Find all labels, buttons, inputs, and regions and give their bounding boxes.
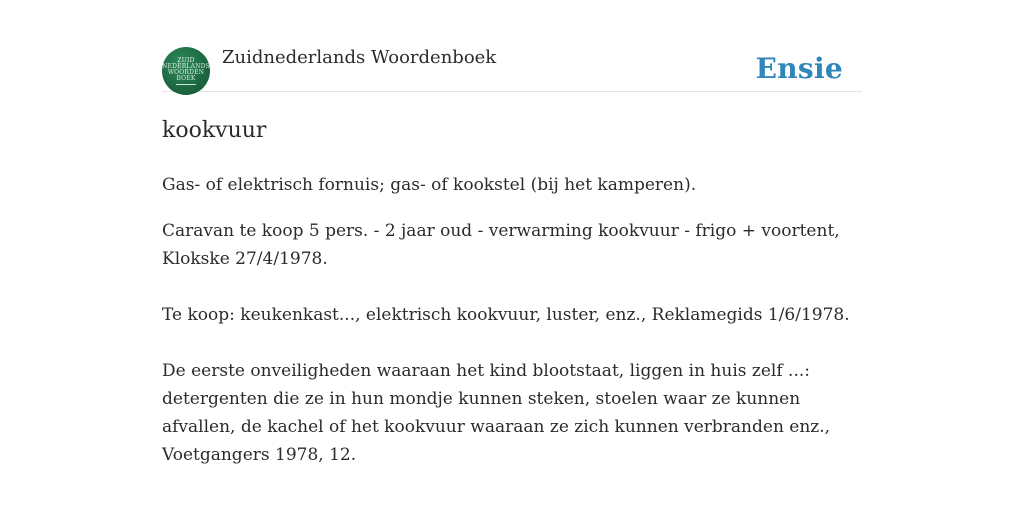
- example-quote: Caravan te koop 5 pers. - 2 jaar oud - verwarming kookvuur - frigo + voortent, Klokske 27/4/1978.: [162, 221, 840, 269]
- definition: Gas- of elektrisch fornuis; gas- of kookstel (bij het kamperen).: [162, 175, 697, 195]
- headword: kookvuur: [162, 118, 267, 143]
- logo-line: ZUID: [177, 56, 195, 64]
- example-quote: De eerste onveiligheden waaraan het kind blootstaat, liggen in huis zelf ...: detergenten die ze in hun mondje kunnen steken, stoelen waar ze kunnen afvallen, de kachel of het kookvuur waaraan ze zich kunnen verbranden enz., Voetgangers 1978, 12.: [162, 361, 831, 465]
- logo-line: BOEK: [176, 74, 196, 82]
- entry-card: [162, 44, 862, 469]
- logo-line: NEDERLANDS: [162, 62, 210, 70]
- brand-logo[interactable]: Ensie: [755, 52, 843, 85]
- source-logo[interactable]: [162, 47, 210, 95]
- logo-line: WOORDEN: [167, 68, 205, 76]
- header: [162, 44, 862, 92]
- source-name-link[interactable]: Zuidnederlands Woordenboek: [222, 47, 497, 68]
- logo-rule: [176, 84, 196, 85]
- example-quote: Te koop: keukenkast..., elektrisch kookvuur, luster, enz., Reklamegids 1/6/1978.: [162, 305, 850, 325]
